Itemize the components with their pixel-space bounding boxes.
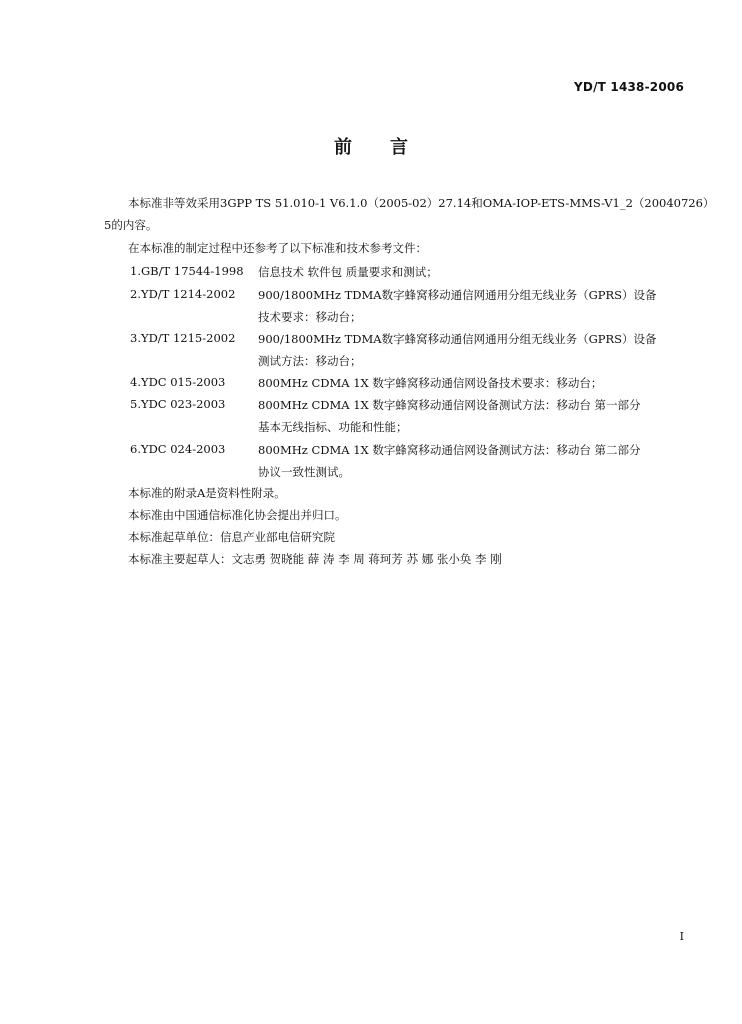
reference-number: 5.YDC 023-2003 — [130, 397, 226, 411]
reference-number: 2.YD/T 1214-2002 — [130, 287, 236, 301]
reference-description: 800MHz CDMA 1X 数字蜂窝移动通信网设备技术要求：移动台； — [258, 376, 603, 390]
document-code: YD/T 1438-2006 — [574, 80, 684, 94]
reference-description-cont: 基本无线指标、功能和性能； — [258, 420, 408, 434]
reference-description-cont: 测试方法：移动台； — [258, 354, 362, 368]
intro-line-3: 在本标准的制定过程中还参考了以下标准和技术参考文件： — [128, 241, 427, 255]
reference-number: 3.YD/T 1215-2002 — [130, 331, 236, 345]
intro-line-1: 本标准非等效采用3GPP TS 51.010-1 V6.1.0（2005-02）27.14和OMA-IOP-ETS-MMS-V1_2（20040726） — [128, 196, 715, 210]
page-number: I — [679, 930, 684, 943]
drafters-note: 本标准主要起草人：文志勇 贺晓能 薛 涛 李 周 蒋珂芳 苏 娜 张小奂 李 刚 — [128, 552, 502, 566]
reference-description-cont: 技术要求：移动台； — [258, 310, 362, 324]
reference-number: 1.GB/T 17544-1998 — [130, 264, 244, 278]
page-title: 前言 — [334, 137, 446, 158]
reference-number: 4.YDC 015-2003 — [130, 375, 226, 389]
reference-description: 900/1800MHz TDMA数字蜂窝移动通信网通用分组无线业务（GPRS）设备 — [258, 288, 657, 302]
drafting-unit-note: 本标准起草单位：信息产业部电信研究院 — [128, 530, 335, 544]
reference-description: 800MHz CDMA 1X 数字蜂窝移动通信网设备测试方法：移动台 第二部分 — [258, 443, 641, 457]
appendix-note: 本标准的附录A是资料性附录。 — [128, 486, 286, 500]
reference-description: 900/1800MHz TDMA数字蜂窝移动通信网通用分组无线业务（GPRS）设备 — [258, 332, 657, 346]
proposer-note: 本标准由中国通信标准化协会提出并归口。 — [128, 508, 347, 522]
reference-description-cont: 协议一致性测试。 — [258, 465, 350, 479]
intro-line-2: 5的内容。 — [104, 218, 158, 232]
reference-number: 6.YDC 024-2003 — [130, 442, 226, 456]
reference-description: 800MHz CDMA 1X 数字蜂窝移动通信网设备测试方法：移动台 第一部分 — [258, 398, 641, 412]
reference-description: 信息技术 软件包 质量要求和测试； — [258, 265, 438, 279]
